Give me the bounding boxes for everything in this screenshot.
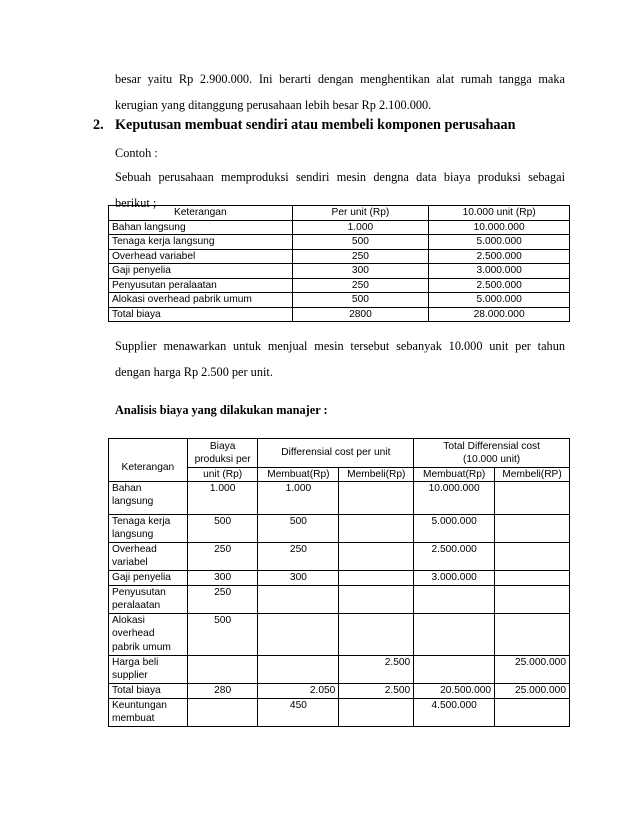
contoh-label: Contoh : [115,146,158,160]
table-cell: 300 [292,264,429,279]
table-cell: 1.000 [258,482,339,515]
production-cost-table [108,205,570,322]
table-row [109,543,570,571]
table-cell: 500 [187,614,258,656]
table-cell: Total biaya [109,684,188,699]
header-total-sub: (10.000 unit) [463,454,521,465]
table-cell: 250 [187,586,258,614]
table-cell [414,656,495,684]
table-row [109,220,570,235]
table-row [109,264,570,279]
intro-paragraph [115,66,565,118]
table-cell: 500 [187,515,258,543]
section-heading [93,117,515,134]
differential-cost-table [108,438,570,727]
table-cell: 25.000.000 [495,656,570,684]
table-row [109,278,570,293]
table-cell [339,586,414,614]
analysis-title: Analisis biaya yang dilakukan manajer : [115,403,328,417]
table-cell: 2.050 [258,684,339,699]
table-row [109,515,570,543]
supplier-paragraph [115,333,565,385]
header-total-title: Total Differensial cost [443,440,540,452]
table-cell [495,699,570,727]
table-cell [258,614,339,656]
table-cell: 2.500 [339,656,414,684]
table-cell: Gaji penyelia [109,571,188,586]
intro-line-1: besar yaitu Rp 2.900.000. Ini berarti dengan menghentikan alat rumah tangga maka [115,72,565,86]
header-membuat-total: Membuat(Rp) [414,468,495,482]
table-cell [495,571,570,586]
header-membeli: Membeli(Rp) [339,468,414,482]
table-cell: 5.000.000 [429,293,570,308]
table-cell [339,515,414,543]
table2-header-row [109,439,570,468]
table-cell [495,482,570,515]
table-cell [414,614,495,656]
table-cell: 5.000.000 [429,235,570,250]
table-cell: 2.500.000 [429,249,570,264]
table-cell: 500 [292,293,429,308]
table-cell [258,656,339,684]
table-row [109,684,570,699]
table-cell: 4.500.000 [414,699,495,727]
table-cell: 250 [292,278,429,293]
section-number: 2. [93,117,104,133]
table-row [109,307,570,322]
table-row [109,699,570,727]
table-cell: 2.500.000 [414,543,495,571]
table-cell: 2.500 [339,684,414,699]
header-keterangan: Keterangan [109,439,188,482]
header-biaya-unit: unit (Rp) [187,468,258,482]
table-cell: 2800 [292,307,429,322]
table-row [109,249,570,264]
table-cell [339,571,414,586]
table1-header-cell: Per unit (Rp) [292,206,429,221]
table-row [109,235,570,250]
table-cell: Bahan langsung [109,220,293,235]
table-cell: 250 [292,249,429,264]
table-cell [339,614,414,656]
table-cell [187,656,258,684]
table-cell: Tenaga kerja langsung [109,235,293,250]
table-cell [187,699,258,727]
table-cell: Bahan langsung [109,482,188,515]
supplier-line-1: Supplier menawarkan untuk menjual mesin tersebut sebanyak 10.000 unit per tahun [115,339,565,353]
header-total-differential [414,439,570,468]
table-cell [495,515,570,543]
header-biaya: Biaya produksi per [187,439,258,468]
section-title: Keputusan membuat sendiri atau membeli komponen perusahaan [115,117,516,133]
header-membeli-total: Membeli(RP) [495,468,570,482]
table-cell: 450 [258,699,339,727]
table-cell: 10.000.000 [429,220,570,235]
table-cell [414,586,495,614]
table-cell: 3.000.000 [429,264,570,279]
table-cell: 500 [258,515,339,543]
header-membuat: Membuat(Rp) [258,468,339,482]
supplier-line-2: dengan harga Rp 2.500 per unit. [115,365,273,379]
table-row [109,656,570,684]
table-cell: Penyusutan peralaatan [109,278,293,293]
table-cell [258,586,339,614]
table1-header-cell: 10.000 unit (Rp) [429,206,570,221]
table-cell: 28.000.000 [429,307,570,322]
table-cell: 3.000.000 [414,571,495,586]
table-cell: 250 [187,543,258,571]
table-cell: 2.500.000 [429,278,570,293]
table-cell [339,482,414,515]
table-cell: Overhead variabel [109,249,293,264]
table-cell: 10.000.000 [414,482,495,515]
table1-header-cell: Keterangan [109,206,293,221]
table-cell: 25.000.000 [495,684,570,699]
table-cell: Alokasi overhead pabrik umum [109,293,293,308]
table-row [109,482,570,515]
table-cell: Alokasi overhead pabrik umum [109,614,188,656]
table-cell [495,543,570,571]
table-cell: 1.000 [187,482,258,515]
table-cell: Gaji penyelia [109,264,293,279]
table-row [109,614,570,656]
table-cell: 250 [258,543,339,571]
table-cell [339,699,414,727]
table-row [109,571,570,586]
table-cell: 280 [187,684,258,699]
table-row [109,586,570,614]
table-cell: Tenaga kerja langsung [109,515,188,543]
table-row [109,293,570,308]
table-cell: 20.500.000 [414,684,495,699]
table-cell: 500 [292,235,429,250]
table-cell [339,543,414,571]
table-cell: Keuntungan membuat [109,699,188,727]
example-line-2: berikut ; [115,196,157,210]
table-cell [495,586,570,614]
table-cell: Harga beli supplier [109,656,188,684]
table-cell: 1.000 [292,220,429,235]
table-cell: 300 [187,571,258,586]
table-cell: Penyusutan peralaatan [109,586,188,614]
intro-line-2: kerugian yang ditanggung perusahaan lebih besar Rp 2.100.000. [115,98,432,112]
table-cell: Overhead variabel [109,543,188,571]
table1-header-row [109,206,570,221]
table-cell [495,614,570,656]
table-cell: Total biaya [109,307,293,322]
example-line-1: Sebuah perusahaan memproduksi sendiri mesin dengna data biaya produksi sebagai [115,170,565,184]
table-cell: 5.000.000 [414,515,495,543]
header-differential: Differensial cost per unit [258,439,414,468]
table-cell: 300 [258,571,339,586]
